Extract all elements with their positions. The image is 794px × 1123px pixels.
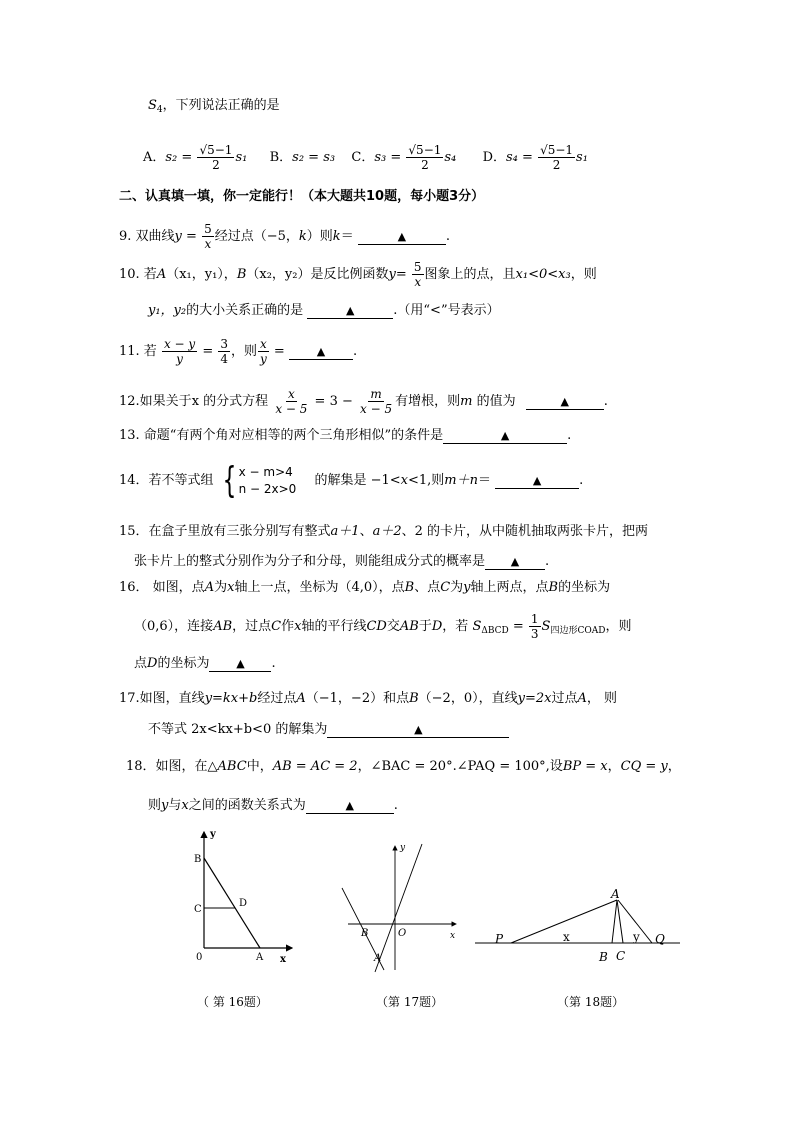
- label-b: B: [361, 928, 369, 939]
- label-p: P: [495, 932, 504, 946]
- figure-16: [190, 822, 300, 967]
- segment-ab: [204, 858, 260, 948]
- question-15-line2: 张卡片上的整式分别作为分子和分母，则能组成分式的概率是 ▲ .: [134, 554, 550, 569]
- option-a: A．s₂ = $\frac{√5-1}{2}$ s₁: [143, 143, 248, 172]
- section-heading: 二、认真填一填，你一定能行！（本大题共10题，每小题3分）: [119, 189, 485, 204]
- option-b: B．s₂ = s₃: [269, 150, 336, 165]
- answer-blank-10[interactable]: ▲: [307, 303, 393, 319]
- answer-blank-9[interactable]: ▲: [358, 229, 446, 245]
- question-16: 16． 如图，点A为x轴上一点，坐标为（4,0），点B、点C为y轴上两点，点B的坐标为: [119, 580, 611, 595]
- answer-blank-12[interactable]: ▲: [526, 394, 604, 410]
- line-2x: [375, 844, 422, 972]
- label-q: Q: [655, 932, 665, 946]
- answer-blank-13[interactable]: ▲: [443, 428, 567, 444]
- answer-blank-15[interactable]: ▲: [485, 554, 545, 570]
- label-b: B: [194, 854, 202, 865]
- question-18: 18．如图，在△ABC中，AB = AC = 2，∠BAC = 20°.∠PAQ = 100°,设BP = x，CQ = y，: [126, 759, 681, 774]
- caption-fig18: （第 18题）: [557, 995, 625, 1009]
- question-17: 17.如图，直线y=kx+b经过点A（−1，−2）和点B（−2，0），直线y=2x过点A， 则: [119, 691, 617, 706]
- label-x: x: [280, 954, 286, 965]
- label-c: C: [616, 949, 626, 963]
- segment-ac: [617, 900, 623, 943]
- question-10: 10. 若A（x₁，y₁），B（x₂，y₂）是反比例函数y= $\frac{5}{x}$ 图象上的点，且x₁<0<x₃，则: [119, 260, 597, 289]
- question-10-line2: y₁，y₂的大小关系正确的是 ▲ .（用“<”号表示）: [148, 303, 500, 318]
- caption-fig16: （ 第 16题）: [197, 995, 268, 1009]
- question-16-line3: 点D的坐标为 ▲ .: [134, 656, 276, 671]
- question-9: 9. 双曲线y = $\frac{5}{x}$ 经过点（−5，k）则k＝ ▲ .: [119, 222, 450, 251]
- segment-ab: [612, 900, 617, 943]
- figure-18: [475, 880, 685, 970]
- label-c: C: [194, 904, 202, 915]
- answer-blank-16[interactable]: ▲: [209, 656, 271, 672]
- label-x: x: [563, 930, 570, 944]
- option-c: C．s₃ = $\frac{√5-1}{2}$ s₄: [351, 143, 457, 172]
- option-d: D．s₄ = $\frac{√5-1}{2}$ s₁: [482, 143, 588, 172]
- figure-17: [340, 840, 465, 975]
- label-a: A: [611, 887, 620, 901]
- question-13: 13. 命题“有两个角对应相等的两个三角形相似”的条件是 ▲ .: [119, 428, 572, 443]
- answer-blank-18[interactable]: ▲: [306, 798, 394, 814]
- label-y: y: [400, 843, 406, 853]
- label-origin: 0: [196, 952, 203, 963]
- caption-fig17: （第 17题）: [376, 995, 444, 1009]
- label-o: O: [398, 928, 407, 939]
- question-18-line2: 则y与x之间的函数关系式为 ▲ .: [148, 798, 398, 813]
- label-x: x: [450, 931, 456, 941]
- answer-blank-17[interactable]: ▲: [327, 722, 509, 738]
- label-d: D: [239, 898, 248, 909]
- label-y: y: [210, 829, 216, 840]
- answer-blank-11[interactable]: ▲: [289, 344, 353, 360]
- label-b: B: [599, 950, 608, 964]
- answer-blank-14[interactable]: ▲: [495, 473, 579, 489]
- label-a: A: [256, 952, 264, 963]
- question-11: 11. 若 $\frac{x - y}{y}$ = $\frac{3}{4}$ ，则 $\frac{x}{y}$ = ▲ .: [119, 337, 358, 366]
- inequality-system: { x − m>4 n − 2x>0: [222, 459, 297, 501]
- label-a: A: [374, 953, 382, 964]
- question-16-line2: （0,6），连接AB，过点C作x轴的平行线CD交AB于D，若 $S_{\Delta BCD}$ = $\frac{1}{3}$ $S_{四边形COAD}$，则: [134, 612, 632, 641]
- question-17-line2: 不等式 2x<kx+b<0 的解集为 ▲: [148, 721, 509, 739]
- label-y: y: [633, 930, 640, 944]
- question-12: 12.如果关于x 的分式方程 $\frac{x}{x - 5}$ = 3 − $\frac{m}{x - 5}$ 有增根，则m 的值为 ▲ .: [119, 387, 608, 416]
- q8-options: [143, 140, 588, 176]
- question-15: 15．在盒子里放有三张分别写有整式a＋1、a＋2、2 的卡片，从中随机抽取两张卡片，把两: [119, 524, 649, 539]
- q8-tail: $S_4$，下列说法正确的是: [148, 98, 280, 115]
- question-14: 14．若不等式组 { x − m>4 n − 2x>0 的解集是 −1<x<1,则m＋n＝ ▲ .: [119, 459, 584, 501]
